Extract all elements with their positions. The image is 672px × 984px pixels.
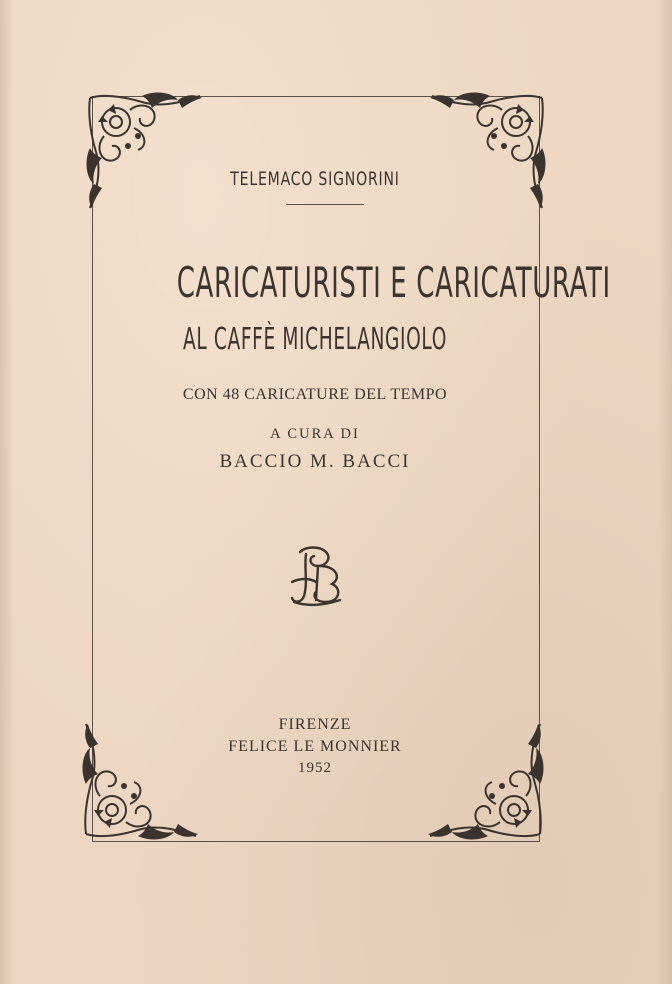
- publication-year: 1952: [298, 760, 332, 776]
- book-subtitle: CON 48 CARICATURE DEL TEMPO: [182, 386, 448, 403]
- book-title-line-2: AL CAFFÈ MICHELANGIOLO: [183, 322, 447, 357]
- publisher-monogram-icon: [286, 542, 348, 608]
- curator-name: BACCIO M. BACCI: [219, 451, 411, 472]
- author-name: TELEMACO SIGNORINI: [230, 168, 400, 190]
- book-title-line-1: CARICATURISTI E CARICATURATI: [176, 258, 611, 307]
- cover-left-edge: [0, 0, 14, 984]
- cover-right-edge: [658, 0, 672, 984]
- curator-label: A CURA DI: [270, 426, 360, 442]
- floral-corner-ornament-icon: [428, 88, 550, 210]
- publication-city: FIRENZE: [278, 716, 352, 733]
- author-divider: [286, 204, 364, 205]
- floral-corner-ornament-icon: [82, 88, 204, 210]
- publisher-name: FELICE LE MONNIER: [228, 738, 402, 755]
